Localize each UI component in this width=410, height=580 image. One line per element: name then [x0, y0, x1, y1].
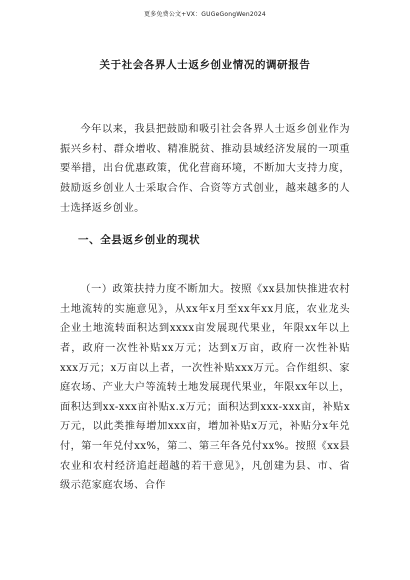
- body-paragraph: （一）政策扶持力度不断加大。按照《xx县加快推进农村土地流转的实施意见》，从xx年x月至xx年xx月底，农业龙头企业土地流转面积达到xxxx亩发展现代果业，年限xx年以上者，政府一次性补贴xx万元；达到x万亩，政府一次性补贴xxx万元；x万亩以上者，一次性补贴xxx万元。合作组织、家庭农场、产业大户等流转土地发展现代果业，年限xx年以上，面积达到xx-xxx亩补贴x.x万元；面积达到xxx-xxx亩，补贴x万元，以此类推每增加xxx亩，增加补贴x万元，补贴分x年兑付，第一年兑付xx%，第二、第三年各兑付xx%。按照《xx县农业和农村经济追赶超越的若干意见》，凡创建为县、市、省级示范家庭农场、合作: [60, 284, 350, 492]
- document-title: 关于社会各界人士返乡创业情况的调研报告: [99, 59, 311, 71]
- intro-paragraph: 今年以来，我县把鼓励和吸引社会各界人士返乡创业作为振兴乡村、群众增收、精准脱贫、推动县域经济发展的一项重要举措，出台优惠政策，优化营商环境，不断加大支持力度，鼓励返乡创业人士采取合作、合资等方式创业，越来越多的人士选择返乡创业。: [60, 124, 350, 214]
- section-heading: 一、全县返乡创业的现状: [78, 234, 201, 246]
- header-note: 更多免费公文+VX：GUGeGongWen2024: [144, 11, 266, 18]
